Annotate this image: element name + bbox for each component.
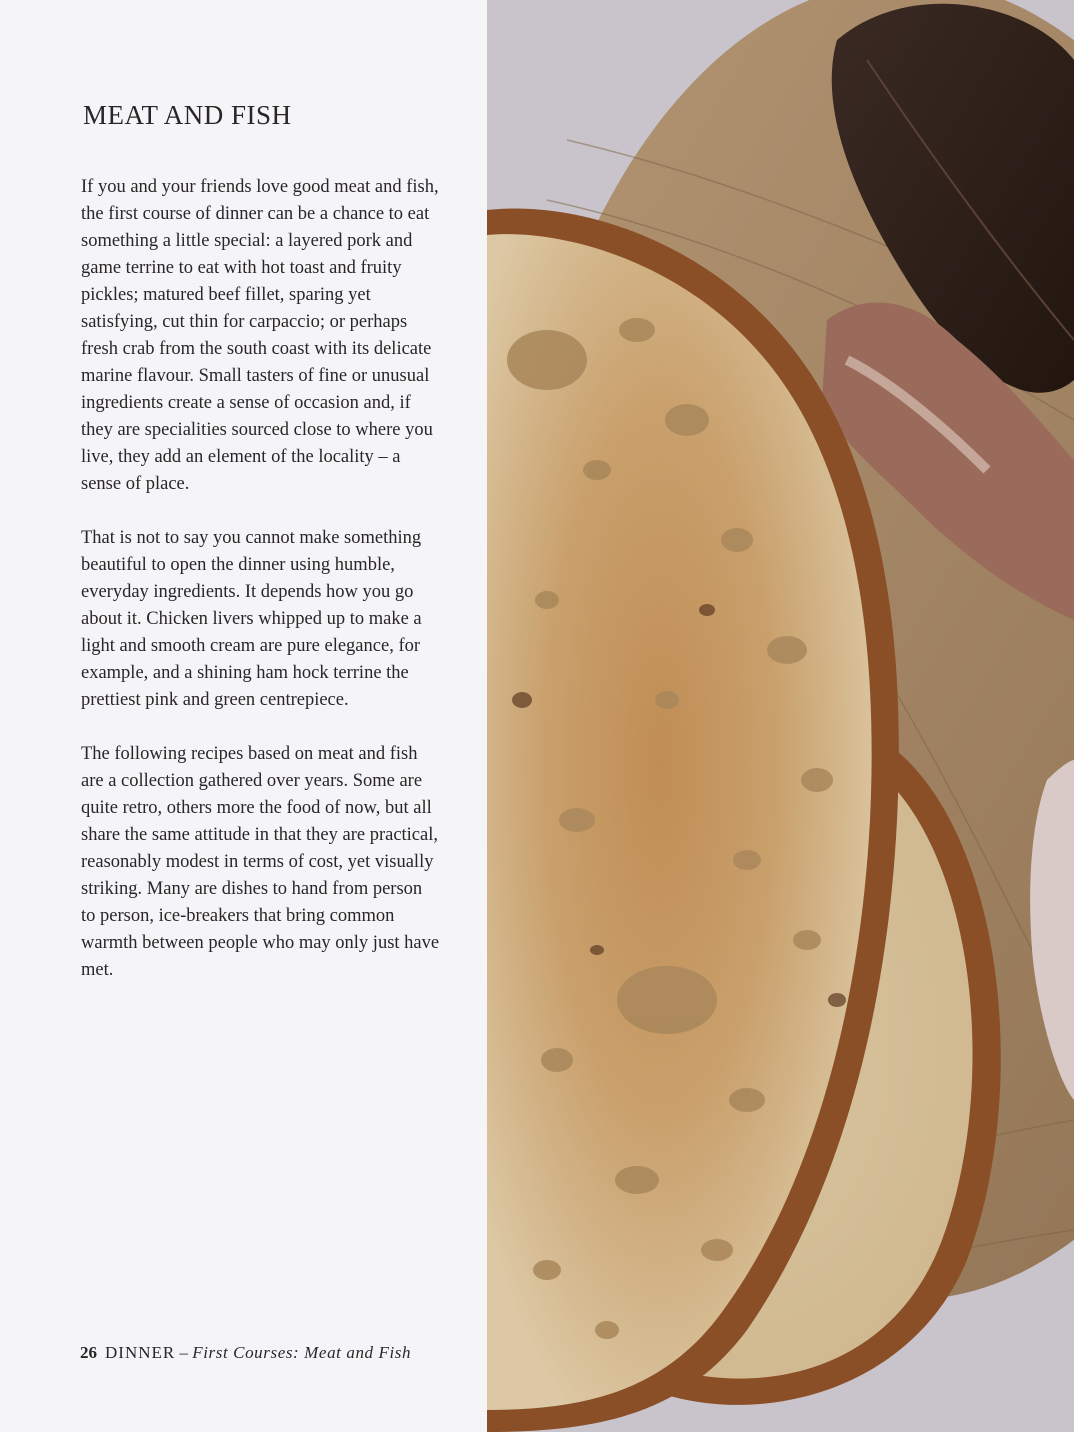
- page-number: 26: [80, 1343, 97, 1362]
- footer-separator: –: [179, 1343, 188, 1362]
- footer-subsection: First Courses: Meat and Fish: [192, 1343, 412, 1362]
- sourdough-toast-photo: [487, 0, 1074, 1432]
- text-page: [0, 0, 487, 1432]
- paragraph-1: If you and your friends love good meat and fish, the first course of dinner can be a chance to eat something a little special: a layered pork and game terrine to eat with hot toast and fruity pickles; matured beef fillet, sparing yet satisfying, cut thin for carpaccio; or perhaps fresh crab from the south coast with its delicate marine flavour. Small tasters of fine or unusual ingredients create a sense of occasion and, if they are specialities sourced close to where you live, they add an element of the locality – a sense of place.: [81, 177, 439, 494]
- paragraph-2: That is not to say you cannot make something beautiful to open the dinner using humble, everyday ingredients. It depends how you go about it. Chicken livers whipped up to make a light and smooth cream are pure elegance, for example, and a shining ham hock terrine the prettiest pink and green centrepiece.: [81, 528, 422, 710]
- page-title: MEAT AND FISH: [83, 100, 292, 130]
- running-footer: [80, 1343, 411, 1363]
- footer-section: DINNER: [105, 1343, 176, 1362]
- photo-illustration: [487, 0, 1074, 1432]
- body-text: [81, 174, 441, 1011]
- paragraph-3: The following recipes based on meat and fish are a collection gathered over years. Some are quite retro, others more the food of now, but all share the same attitude in that they are practical, reasonably modest in terms of cost, yet visually striking. Many are dishes to hand from person to person, ice-breakers that bring common warmth between people who may only just have met.: [81, 744, 440, 980]
